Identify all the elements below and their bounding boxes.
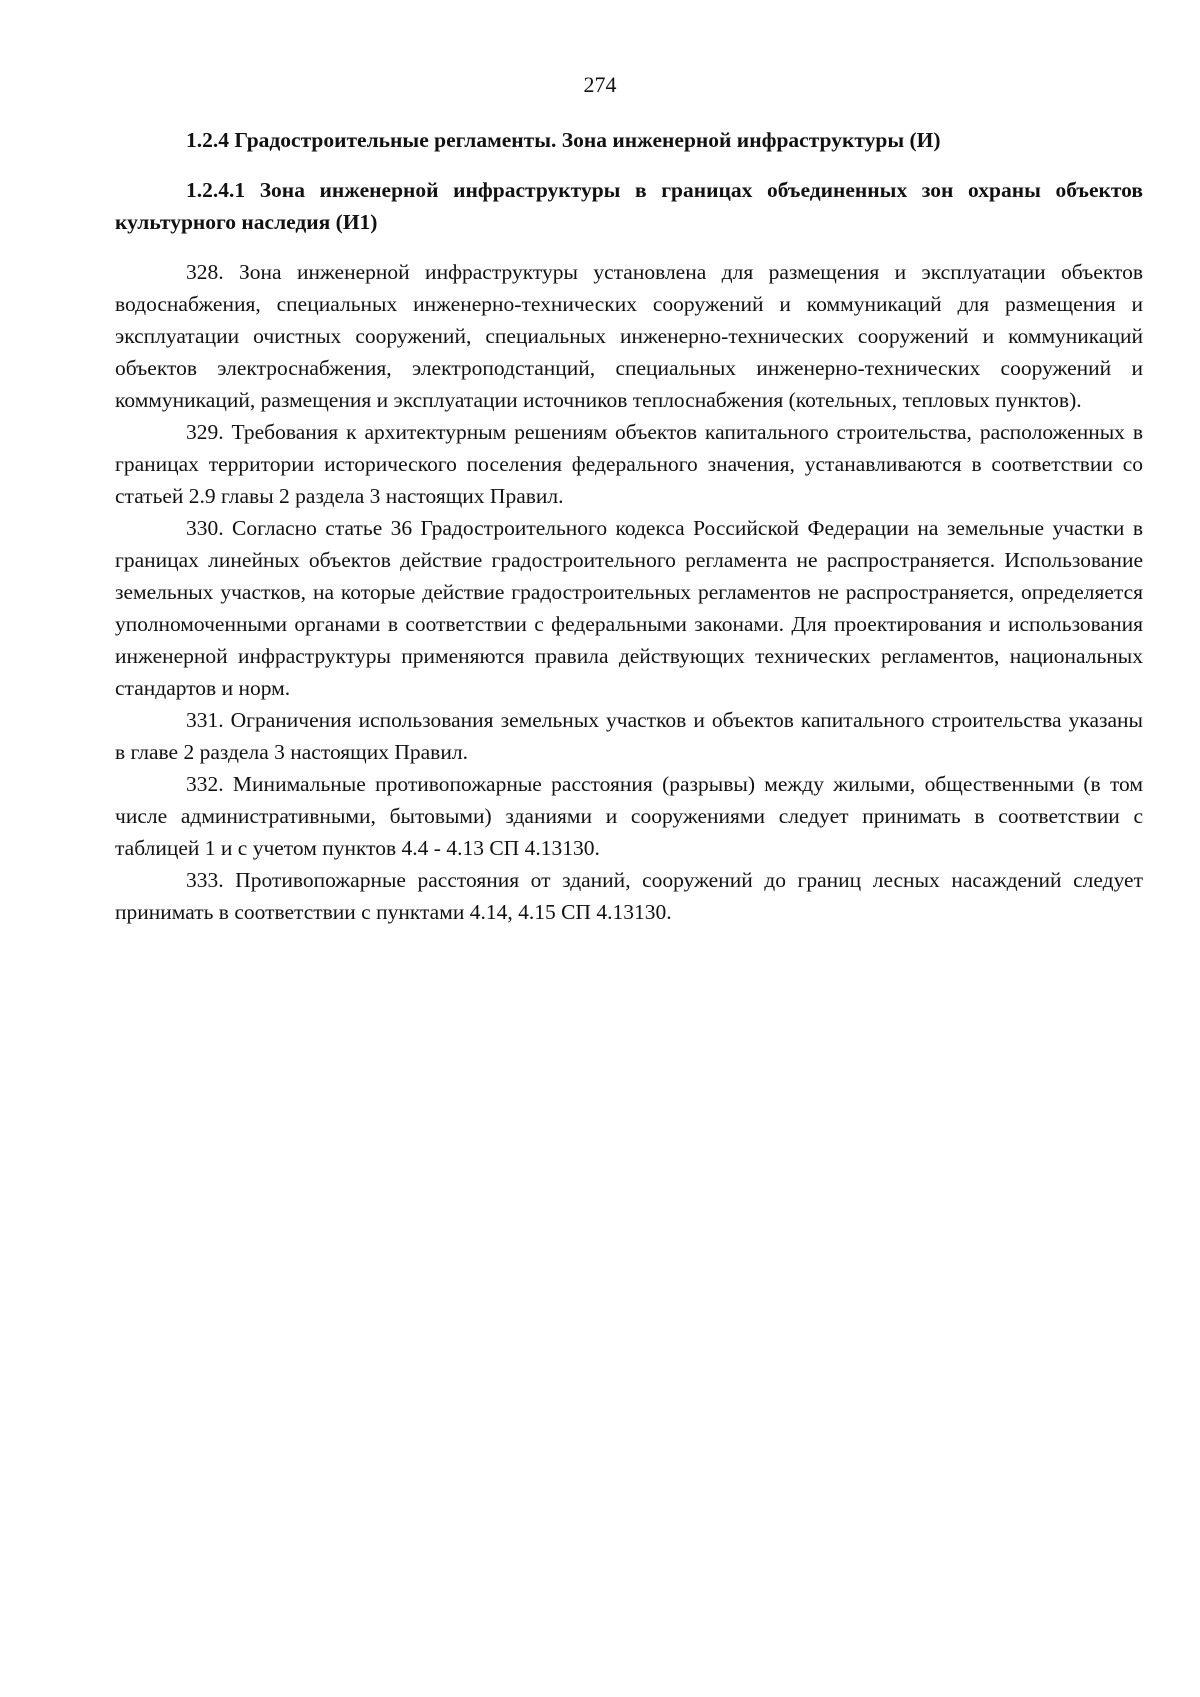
- paragraph-330: 330. Согласно статье 36 Градостроительного кодекса Российской Федерации на земельные участки в границах линейных объектов действие градостроительного регламента не распространяется. Использование земельных участков, на которые действие градостроительных регламентов не распространяется, определяется уполномоченными органами в соответствии с федеральными законами. Для проектирования и использования инженерной инфраструктуры применяются правила действующих технических регламентов, национальных стандартов и норм.: [115, 516, 1143, 700]
- paragraph-333: 333. Противопожарные расстояния от зданий, сооружений до границ лесных насаждений следует принимать в соответствии с пунктами 4.14, 4.15 СП 4.13130.: [115, 868, 1143, 924]
- page-number: 274: [583, 72, 617, 97]
- paragraph-331: 331. Ограничения использования земельных участков и объектов капитального строительства указаны в главе 2 раздела 3 настоящих Правил.: [115, 708, 1143, 764]
- subsection-heading: 1.2.4.1 Зона инженерной инфраструктуры в границах объединенных зон охраны объектов культурного наследия (И1): [115, 178, 1143, 234]
- document-body: [115, 124, 1143, 928]
- paragraph-329: 329. Требования к архитектурным решениям объектов капитального строительства, расположенных в границах территории исторического поселения федерального значения, устанавливаются в соответствии со статьей 2.9 главы 2 раздела 3 настоящих Правил.: [115, 420, 1143, 508]
- paragraph-332: 332. Минимальные противопожарные расстояния (разрывы) между жилыми, общественными (в том числе административными, бытовыми) зданиями и сооружениями следует принимать в соответствии с таблицей 1 и с учетом пунктов 4.4 - 4.13 СП 4.13130.: [115, 772, 1143, 860]
- paragraph-328: 328. Зона инженерной инфраструктуры установлена для размещения и эксплуатации объектов водоснабжения, специальных инженерно-технических сооружений и коммуникаций для размещения и эксплуатации очистных сооружений, специальных инженерно-технических сооружений и коммуникаций объектов электроснабжения, электроподстанций, специальных инженерно-технических сооружений и коммуникаций, размещения и эксплуатации источников теплоснабжения (котельных, тепловых пунктов).: [115, 260, 1143, 412]
- section-heading: 1.2.4 Градостроительные регламенты. Зона инженерной инфраструктуры (И): [186, 128, 941, 152]
